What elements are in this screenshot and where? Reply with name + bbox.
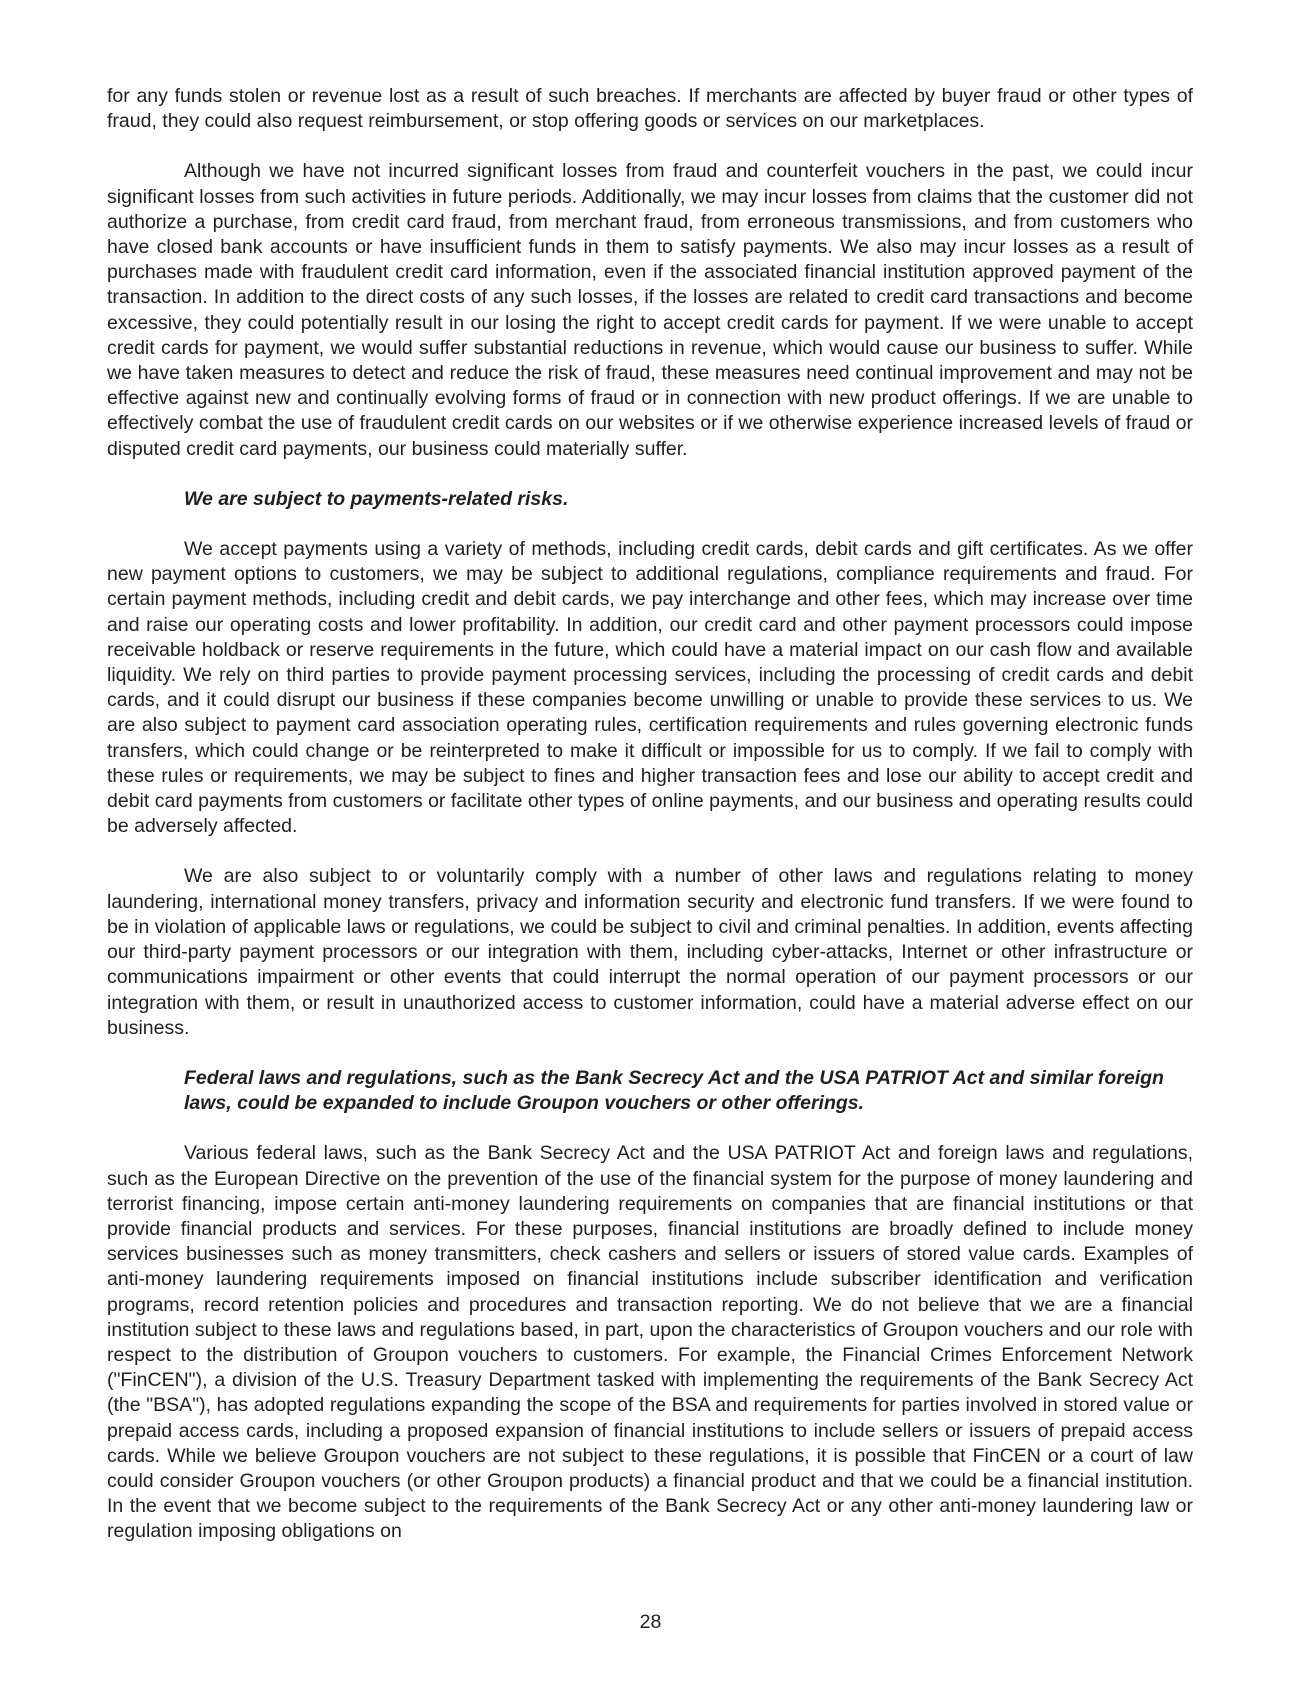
paragraph-anti-money-laundering: Various federal laws, such as the Bank Secrecy Act and the USA PATRIOT Act and foreign laws and regulations, such as the European Directive on the prevention of the use of the financial system for the purpose of money laundering and terrorist financing, impose certain anti-money laundering requirements on companies that are financial institutions or that provide financial products and services. For these purposes, financial institutions are broadly defined to include money services businesses such as money transmitters, check cashers and sellers or issuers of stored value cards. Examples of anti-money laundering requirements imposed on financial institutions include subscriber identification and verification programs, record retention policies and procedures and transaction reporting. We do not believe that we are a financial institution subject to these laws and regulations based, in part, upon the characteristics of Groupon vouchers and our role with respect to the distribution of Groupon vouchers to customers. For example, the Financial Crimes Enforcement Network ("FinCEN"), a division of the U.S. Treasury Department tasked with implementing the requirements of the Bank Secrecy Act (the "BSA"), has adopted regulations expanding the scope of the BSA and requirements for parties involved in stored value or prepaid access cards, including a proposed expansion of financial institutions to include sellers or issuers of prepaid access cards. While we believe Groupon vouchers are not subject to these regulations, it is possible that FinCEN or a court of law could consider Groupon vouchers (or other Groupon products) a financial product and that we could be a financial institution. In the event that we become subject to the requirements of the Bank Secrecy Act or any other anti-money laundering law or regulation imposing obligations on <box>107 1142 1193 1543</box>
document-page <box>107 84 1193 1570</box>
section-heading-federal-laws: Federal laws and regulations, such as the Bank Secrecy Act and the USA PATRIOT Act and similar foreign laws, could be expanded to include Groupon vouchers or other offerings. <box>184 1066 1164 1115</box>
paragraph-money-laundering-laws: We are also subject to or voluntarily comply with a number of other laws and regulations relating to money laundering, international money transfers, privacy and information security and electronic fund transfers. If we were found to be in violation of applicable laws or regulations, we could be subject to civil and criminal penalties. In addition, events affecting our third-party payment processors or our integration with them, including cyber-attacks, Internet or other infrastructure or communications impairment or other events that could interrupt the normal operation of our payment processors or our integration with them, or result in unauthorized access to customer information, could have a material adverse effect on our business. <box>107 865 1193 1039</box>
paragraph-continuation: for any funds stolen or revenue lost as a result of such breaches. If merchants are affected by buyer fraud or other types of fraud, they could also request reimbursement, or stop offering goods or services on our marketplaces. <box>107 85 1193 133</box>
section-heading-payments-risks: We are subject to payments-related risks. <box>184 487 569 510</box>
paragraph-fraud-losses: Although we have not incurred significant losses from fraud and counterfeit vouchers in the past, we could incur significant losses from such activities in future periods. Additionally, we may incur losses from claims that the customer did not authorize a purchase, from credit card fraud, from merchant fraud, from erroneous transmissions, and from customers who have closed bank accounts or have insufficient funds in them to satisfy payments. We also may incur losses as a result of purchases made with fraudulent credit card information, even if the associated financial institution approved payment of the transaction. In addition to the direct costs of any such losses, if the losses are related to credit card transactions and become excessive, they could potentially result in our losing the right to accept credit cards for payment. If we were unable to accept credit cards for payment, we would suffer substantial reductions in revenue, which would cause our business to suffer. While we have taken measures to detect and reduce the risk of fraud, these measures need continual improvement and may not be effective against new and continually evolving forms of fraud or in connection with new product offerings. If we are unable to effectively combat the use of fraudulent credit cards on our websites or if we otherwise experience increased levels of fraud or disputed credit card payments, our business could materially suffer. <box>107 160 1193 460</box>
page-number: 28 <box>639 1611 662 1633</box>
paragraph-payment-methods: We accept payments using a variety of methods, including credit cards, debit cards and gift certificates. As we offer new payment options to customers, we may be subject to additional regulations, compliance requirements and fraud. For certain payment methods, including credit and debit cards, we pay interchange and other fees, which may increase over time and raise our operating costs and lower profitability. In addition, our credit card and other payment processors could impose receivable holdback or reserve requirements in the future, which could have a material impact on our cash flow and available liquidity. We rely on third parties to provide payment processing services, including the processing of credit cards and debit cards, and it could disrupt our business if these companies become unwilling or unable to provide these services to us. We are also subject to payment card association operating rules, certification requirements and rules governing electronic funds transfers, which could change or be reinterpreted to make it difficult or impossible for us to comply. If we fail to comply with these rules or requirements, we may be subject to fines and higher transaction fees and lose our ability to accept credit and debit card payments from customers or facilitate other types of online payments, and our business and operating results could be adversely affected. <box>107 538 1193 838</box>
